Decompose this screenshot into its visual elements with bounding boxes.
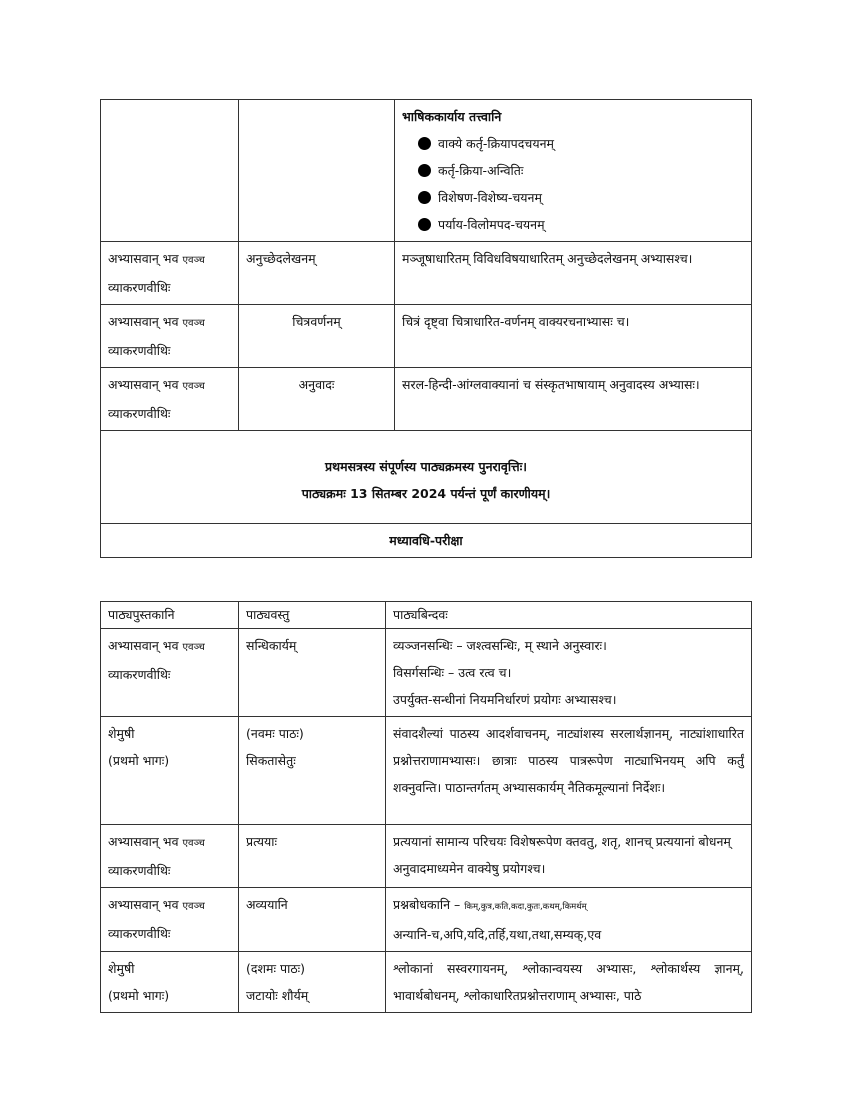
table-cell — [101, 952, 239, 1013]
list-item: अन्यानि-च,अपि,यदि,तर्हि,यथा,तथा,सम्यक्,एव — [393, 927, 602, 942]
table-row — [101, 629, 752, 717]
table-cell — [239, 952, 386, 1013]
column-header: पाठ्यवस्तु — [239, 602, 386, 629]
book-name: शेमुषी — [108, 961, 135, 976]
book-name: शेमुषी — [108, 726, 135, 741]
book-conjunction: एवञ्च — [182, 255, 205, 266]
table-cell: सन्धिकार्यम् — [239, 629, 386, 717]
book-name: अभ्यासवान् भव — [108, 314, 179, 329]
book-conjunction: एवञ्च — [182, 901, 205, 912]
book-name: अभ्यासवान् भव — [108, 897, 179, 912]
table-cell — [386, 888, 752, 952]
book-conjunction: एवञ्च — [182, 642, 205, 653]
table-row — [101, 100, 752, 242]
book-subname: व्याकरणवीथिः — [108, 280, 171, 295]
table-cell — [101, 888, 239, 952]
table-cell — [239, 717, 386, 825]
table-row — [101, 888, 752, 952]
book-subname: व्याकरणवीथिः — [108, 667, 171, 682]
table-cell: श्लोकानां सस्वरगायनम्, श्लोकान्वयस्य अभ्यासः, श्लोकार्थस्य ज्ञानम्, भावार्थबोधनम्, श्लोकाधारितप्रश्नोत्तराणाम् अभ्यासः, पाठे — [386, 952, 752, 1013]
book-subname: व्याकरणवीथिः — [108, 406, 171, 421]
table-cell: अव्ययानि — [239, 888, 386, 952]
list-item-label: प्रश्नबोधकानि – — [393, 897, 461, 912]
list-item: पर्याय-विलोमपद-चयनम् — [438, 211, 744, 238]
book-subname: (प्रथमो भागः) — [108, 753, 170, 768]
table-header-row — [101, 602, 752, 629]
table-cell — [395, 100, 752, 242]
curriculum-table-2 — [100, 601, 752, 1013]
book-conjunction: एवञ्च — [182, 838, 205, 849]
list-item: उपर्युक्त-सन्धीनां नियमनिर्धारणं प्रयोगः अभ्यासश्च। — [393, 692, 617, 707]
table-row — [101, 952, 752, 1013]
book-name: अभ्यासवान् भव — [108, 377, 179, 392]
list-item: वाक्ये कर्तृ-क्रियापदचयनम् — [438, 130, 744, 157]
table-row — [101, 825, 752, 888]
list-item-values: किम्,कुत्र,कति,कदा,कुतः,कथम्,किमर्थम् — [464, 902, 587, 912]
book-name: अभ्यासवान् भव — [108, 638, 179, 653]
lesson-title: जटायोः शौर्यम् — [246, 988, 309, 1003]
book-subname: व्याकरणवीथिः — [108, 343, 171, 358]
table-cell: सरल-हिन्दी-आंग्लवाक्यानां च संस्कृतभाषायाम् अनुवादस्य अभ्यासः। — [395, 368, 752, 431]
table-cell — [101, 368, 239, 431]
table-cell — [386, 629, 752, 717]
deadline-line: पाठ्यक्रमः 13 सितम्बर 2024 पर्यन्तं पूर्णं कारणीयम्। — [301, 486, 551, 501]
table-cell — [101, 717, 239, 825]
table-cell: चित्रवर्णनम् — [239, 305, 395, 368]
section-heading: भाषिककार्याय तत्त्वानि — [402, 109, 502, 124]
table-cell — [101, 629, 239, 717]
table-row — [101, 368, 752, 431]
table-row — [101, 431, 752, 524]
table-cell: अनुवादः — [239, 368, 395, 431]
bullet-list — [402, 130, 744, 238]
lesson-title: सिकतासेतुः — [246, 753, 296, 768]
book-conjunction: एवञ्च — [182, 318, 205, 329]
book-subname: व्याकरणवीथिः — [108, 863, 171, 878]
table-row — [101, 305, 752, 368]
table-row — [101, 242, 752, 305]
curriculum-table-1 — [100, 99, 752, 558]
lesson-number: (दशमः पाठः) — [246, 961, 305, 976]
revision-note — [101, 431, 752, 524]
table-row — [101, 717, 752, 825]
book-subname: (प्रथमो भागः) — [108, 988, 170, 1003]
table-cell — [239, 100, 395, 242]
book-subname: व्याकरणवीथिः — [108, 926, 171, 941]
midterm-label: मध्यावधि-परीक्षा — [101, 524, 752, 558]
table-cell — [101, 825, 239, 888]
list-item: विसर्गसन्धिः – उत्व रत्व च। — [393, 665, 512, 680]
column-header: पाठ्यपुस्तकानि — [101, 602, 239, 629]
book-conjunction: एवञ्च — [182, 381, 205, 392]
table-cell — [101, 242, 239, 305]
table-cell: मञ्जूषाधारितम् विविधविषयाधारितम् अनुच्छेदलेखनम् अभ्यासश्च। — [395, 242, 752, 305]
book-name: अभ्यासवान् भव — [108, 834, 179, 849]
table-cell: अनुच्छेदलेखनम् — [239, 242, 395, 305]
table-row — [101, 524, 752, 558]
table-cell: संवादशैल्यां पाठस्य आदर्शवाचनम्, नाट्यांशस्य सरलार्थज्ञानम्, नाट्यांशाधारित प्रश्नोत्तराणामभ्यासः। छात्राः पाठस्य पात्ररूपेण नाट्याभिनयम् अपि कर्तुं शक्नुवन्ति। पाठान्तर्गतम् अभ्यासकार्यम् नैतिकमूल्यानां निर्देशः। — [386, 717, 752, 825]
column-header: पाठ्यबिन्दवः — [386, 602, 752, 629]
lesson-number: (नवमः पाठः) — [246, 726, 304, 741]
list-item: व्यञ्जनसन्धिः – जश्त्वसन्धिः, म् स्थाने अनुस्वारः। — [393, 638, 607, 653]
list-item: विशेषण-विशेष्य-चयनम् — [438, 184, 744, 211]
table-cell: प्रत्ययाः — [239, 825, 386, 888]
table-cell — [101, 305, 239, 368]
table-cell — [101, 100, 239, 242]
list-item — [393, 891, 744, 921]
book-name: अभ्यासवान् भव — [108, 251, 179, 266]
table-cell: प्रत्ययानां सामान्य परिचयः विशेषरूपेण क्तवतु, शतृ, शानच् प्रत्ययानां बोधनम् अनुवादमाध्यमेन वाक्येषु प्रयोगश्च। — [386, 825, 752, 888]
table-cell: चित्रं दृष्ट्वा चित्राधारित-वर्णनम् वाक्यरचनाभ्यासः च। — [395, 305, 752, 368]
revision-line: प्रथमसत्रस्य संपूर्णस्य पाठ्यक्रमस्य पुनरावृत्तिः। — [325, 459, 527, 474]
list-item: कर्तृ-क्रिया-अन्वितिः — [438, 157, 744, 184]
